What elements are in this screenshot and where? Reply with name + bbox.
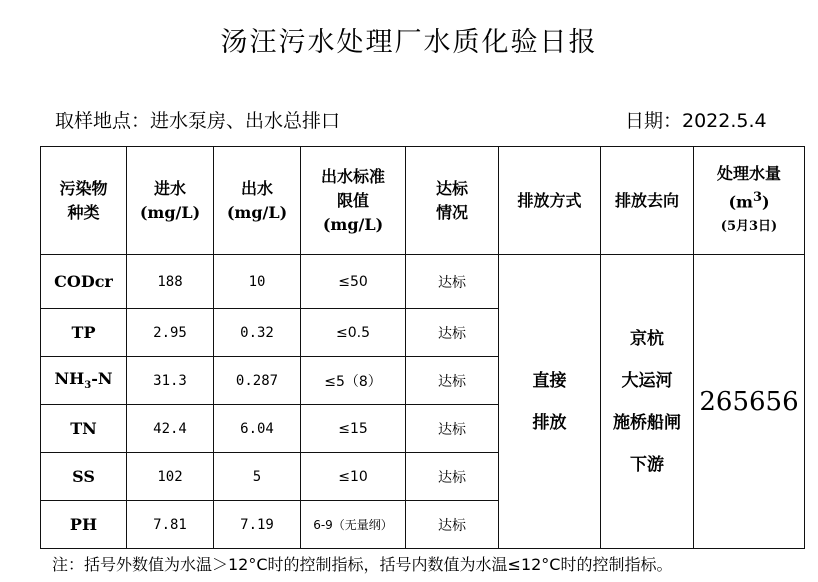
cell-inflow: 42.4	[127, 405, 214, 453]
cell-inflow: 7.81	[127, 501, 214, 549]
cell-outflow: 6.04	[214, 405, 301, 453]
header-discharge-dest: 排放去向	[601, 147, 694, 255]
discharge-dest-line3: 施桥船闸	[613, 412, 681, 433]
header-outflow	[214, 147, 301, 255]
report-date: 日期：2022.5.4	[625, 110, 767, 132]
cell-limit: ≤10	[301, 453, 406, 501]
cell-outflow: 5	[214, 453, 301, 501]
footnote: 注：括号外数值为水温＞12°C时的控制指标，括号内数值为水温≤12°C时的控制指标。	[52, 555, 673, 574]
header-volume-date: (5月3日)	[720, 218, 778, 234]
header-limit-line2: 限值	[336, 190, 369, 210]
discharge-dest-line4: 下游	[630, 454, 664, 475]
header-volume-unit-open: (m	[728, 192, 753, 212]
cell-pollutant: PH	[41, 501, 127, 549]
header-outflow-unit: (mg/L)	[226, 202, 288, 222]
cell-outflow: 0.287	[214, 357, 301, 405]
pollutant-nh-main: NH	[54, 369, 85, 389]
header-volume-unit-close: )	[761, 192, 770, 212]
cell-status: 达标	[406, 255, 499, 309]
cell-outflow: 7.19	[214, 501, 301, 549]
header-inflow-label: 进水	[153, 178, 186, 198]
header-limit-line1: 出水标准	[320, 166, 385, 186]
sampling-location: 取样地点：进水泵房、出水总排口	[55, 110, 341, 132]
header-volume-unit-sup: 3	[752, 190, 762, 206]
header-status-line2: 情况	[435, 202, 468, 222]
discharge-dest-line2: 大运河	[621, 370, 673, 391]
cell-pollutant: CODcr	[41, 255, 127, 309]
pollutant-nh-tail: -N	[91, 369, 113, 389]
cell-limit: 6-9（无量纲）	[301, 501, 406, 549]
discharge-method-line1: 直接	[532, 370, 567, 391]
cell-pollutant: TN	[41, 405, 127, 453]
header-status	[406, 147, 499, 255]
cell-discharge-dest	[601, 255, 694, 549]
header-pollutant-line1: 污染物	[59, 178, 108, 198]
water-quality-table	[40, 146, 805, 549]
header-limit-unit: (mg/L)	[322, 214, 384, 234]
header-pollutant	[41, 147, 127, 255]
cell-pollutant: SS	[41, 453, 127, 501]
header-inflow-unit: (mg/L)	[139, 202, 201, 222]
cell-status: 达标	[406, 357, 499, 405]
cell-limit: ≤50	[301, 255, 406, 309]
cell-status: 达标	[406, 309, 499, 357]
header-volume-unit	[694, 186, 804, 214]
cell-limit: ≤0.5	[301, 309, 406, 357]
header-row	[41, 147, 805, 255]
cell-volume: 265656	[694, 255, 805, 549]
discharge-dest-line1: 京杭	[630, 328, 664, 349]
cell-status: 达标	[406, 405, 499, 453]
cell-pollutant: TP	[41, 309, 127, 357]
header-inflow	[127, 147, 214, 255]
cell-status: 达标	[406, 453, 499, 501]
header-status-line1: 达标	[435, 178, 468, 198]
discharge-method-line2: 排放	[532, 412, 567, 433]
pollutant-nh-sub: 3	[84, 380, 92, 392]
header-outflow-label: 出水	[240, 178, 273, 198]
header-pollutant-line2: 种类	[67, 202, 100, 222]
cell-discharge-method	[499, 255, 601, 549]
cell-inflow: 188	[127, 255, 214, 309]
report-title: 汤汪污水处理厂水质化验日报	[220, 27, 598, 58]
cell-inflow: 102	[127, 453, 214, 501]
header-volume-line1: 处理水量	[716, 164, 781, 184]
cell-limit: ≤15	[301, 405, 406, 453]
header-volume	[694, 147, 805, 255]
cell-inflow: 31.3	[127, 357, 214, 405]
cell-outflow: 0.32	[214, 309, 301, 357]
cell-limit: ≤5（8）	[301, 357, 406, 405]
cell-pollutant	[41, 357, 127, 405]
table-row	[41, 255, 805, 309]
cell-status: 达标	[406, 501, 499, 549]
cell-outflow: 10	[214, 255, 301, 309]
header-limit	[301, 147, 406, 255]
header-discharge-method: 排放方式	[499, 147, 601, 255]
cell-inflow: 2.95	[127, 309, 214, 357]
